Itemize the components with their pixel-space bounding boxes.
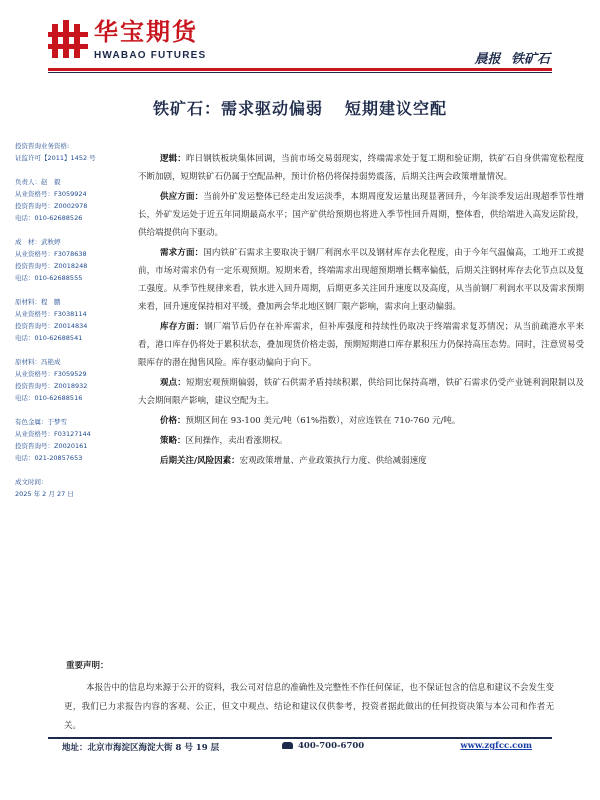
analyst-block	[15, 236, 133, 284]
analyst-phone: 电话：010-62688541	[15, 334, 83, 342]
license-block	[15, 140, 133, 164]
section-text: 国内铁矿石需求主要取决于钢厂利润水平以及钢材库存去化程度，由于今年气温偏高，工地开工或提前，市场对需求仍有一定乐观预期。短期来看，终端需求出现超预期增长概率偏低，后期关注钢材库存去化节点以及复工强度。从季节性规律来看，铁水进入回升周期，后期更多关注回升速度以及高度，从当前钢厂利润水平以及需求预期来看，回升速度保持相对平缓，叠加两会华北地区钢厂限产影响，需求向上驱动偏弱。	[138, 248, 584, 312]
section-label: 观点：	[160, 378, 186, 388]
page-title	[0, 96, 600, 119]
disclaimer-title: 重要声明：	[66, 661, 109, 671]
header-divider-thin	[48, 72, 552, 73]
section-strategy	[138, 432, 584, 450]
header-divider	[48, 68, 552, 71]
analyst-qualification: 从业资格号：F3038114	[15, 310, 87, 318]
brand-name-en: HWABAO FUTURES	[94, 50, 207, 61]
section-view	[138, 374, 584, 410]
analyst-sidebar	[15, 140, 133, 512]
footer-phone: 400-700-6700	[298, 741, 365, 751]
section-text: 昨日钢铁板块集体回调，当前市场交易弱现实，终端需求处于复工期和验证期，铁矿石自身供需宽松程度不断加剧，短期铁矿石仍属于空配品种，预计价格仍将保持弱势震荡，后期关注两会政策增量情况。	[138, 154, 584, 182]
phone-icon	[282, 742, 293, 749]
report-body	[138, 150, 584, 472]
section-text: 当前外矿发运整体已经走出发运淡季，本期周度发运量出现显著回升，今年淡季发运出现超季节性增长，外矿发运处于近五年同期最高水平；国产矿供给预期也将进入季节性回升周期，整体看，供给端进入高发运阶段，供给端提供向下驱动。	[138, 192, 584, 238]
analyst-name: 原材料：程 鹏	[15, 298, 61, 306]
company-logo	[48, 18, 206, 61]
analyst-name: 成 材：武秋婷	[15, 238, 61, 246]
analyst-qualification: 从业资格号：F03127144	[15, 430, 91, 438]
section-text: 钢厂端节后仍存在补库需求，但补库强度和持续性仍取决于终端需求复苏情况；从当前疏港水平来看，港口库存仍将处于累积状态，叠加现货价格走弱，预期短期港口库存累积压力仍保持高压态势。同时，注意贸易受限库存的潜在抛售风险。库存驱动偏向于向下。	[138, 322, 584, 368]
analyst-phone: 电话：021-20857653	[15, 454, 83, 462]
brand-name-cn: 华宝期货	[94, 18, 198, 46]
section-label: 需求方面：	[160, 248, 204, 258]
analyst-name: 有色金属：于梦雪	[15, 418, 67, 426]
analyst-name: 原材料：冯艳成	[15, 358, 61, 366]
section-text: 短期宏观预期偏弱，铁矿石供需矛盾持续积累，供给同比保持高增，铁矿石需求仍受产业链利润限制以及大会期间限产影响，建议空配为主。	[138, 378, 584, 406]
analyst-phone: 电话：010-62688526	[15, 214, 83, 222]
section-supply	[138, 188, 584, 242]
analyst-block	[15, 416, 133, 464]
analyst-qualification: 从业资格号：F3078638	[15, 250, 87, 258]
title-main: 铁矿石：需求驱动偏弱	[152, 99, 323, 118]
date-block	[15, 476, 133, 500]
section-label: 逻辑：	[160, 154, 186, 164]
analyst-block	[15, 296, 133, 344]
analyst-qualification: 从业资格号：F3059529	[15, 370, 87, 378]
section-label: 后期关注/风险因素：	[160, 456, 240, 466]
section-logic	[138, 150, 584, 186]
disclaimer-text: 本报告中的信息均来源于公开的资料，我公司对信息的准确性及完整性不作任何保证，也不保证包含的信息和建议不会发生变更，我们已力求报告内容的客观、公正，但文中观点、结论和建议仅供参考，投资者据此做出的任何投资决策与本公司和作者无关。	[64, 683, 554, 731]
analyst-phone: 电话：010-62688555	[15, 274, 83, 282]
analyst-name: 负责人：赵 毅	[15, 178, 61, 186]
report-type: 晨报	[474, 52, 501, 67]
report-commodity: 铁矿石	[510, 52, 550, 67]
footer-phone-group	[282, 741, 364, 751]
section-label: 策略：	[160, 436, 186, 446]
analyst-consult-no: 投资咨询号：Z0018932	[15, 382, 88, 390]
report-tag	[468, 48, 550, 67]
section-risk	[138, 452, 584, 470]
date-label: 成文时间：	[15, 478, 48, 486]
analyst-block	[15, 176, 133, 224]
title-sub: 短期建议空配	[345, 99, 448, 118]
section-inventory	[138, 318, 584, 372]
license-number: 证监许可【2011】1452 号	[15, 154, 96, 162]
section-text: 区间操作，卖出看涨期权。	[185, 436, 288, 446]
analyst-phone: 电话：010-62688516	[15, 394, 83, 402]
license-label: 投资咨询业务资格:	[15, 142, 70, 150]
footer-address: 地址：北京市海淀区海淀大街 8 号 19 层	[62, 743, 220, 753]
analyst-consult-no: 投资咨询号：Z0018248	[15, 262, 88, 270]
footer-website-link[interactable]: www.zgfcc.com	[460, 741, 532, 751]
section-price	[138, 412, 584, 430]
section-label: 价格：	[160, 416, 186, 426]
report-date: 2025 年 2 月 27 日	[15, 490, 74, 498]
section-text: 宏观政策增量、产业政策执行力度、供给减弱速度	[239, 456, 427, 466]
analyst-consult-no: 投资咨询号：Z0014834	[15, 322, 88, 330]
analyst-block	[15, 356, 133, 404]
section-label: 库存方面：	[160, 322, 205, 332]
section-text: 预期区间在 93-100 美元/吨（61%指数），对应连铁在 710-760 元/吨。	[185, 416, 461, 426]
section-label: 供应方面：	[160, 192, 204, 202]
footer-divider	[48, 737, 552, 739]
analyst-qualification: 从业资格号：F3059924	[15, 190, 87, 198]
analyst-consult-no: 投资咨询号：Z0002978	[15, 202, 88, 210]
logo-mark-icon	[48, 18, 88, 60]
section-demand	[138, 244, 584, 316]
analyst-consult-no: 投资咨询号：Z0020161	[15, 442, 88, 450]
